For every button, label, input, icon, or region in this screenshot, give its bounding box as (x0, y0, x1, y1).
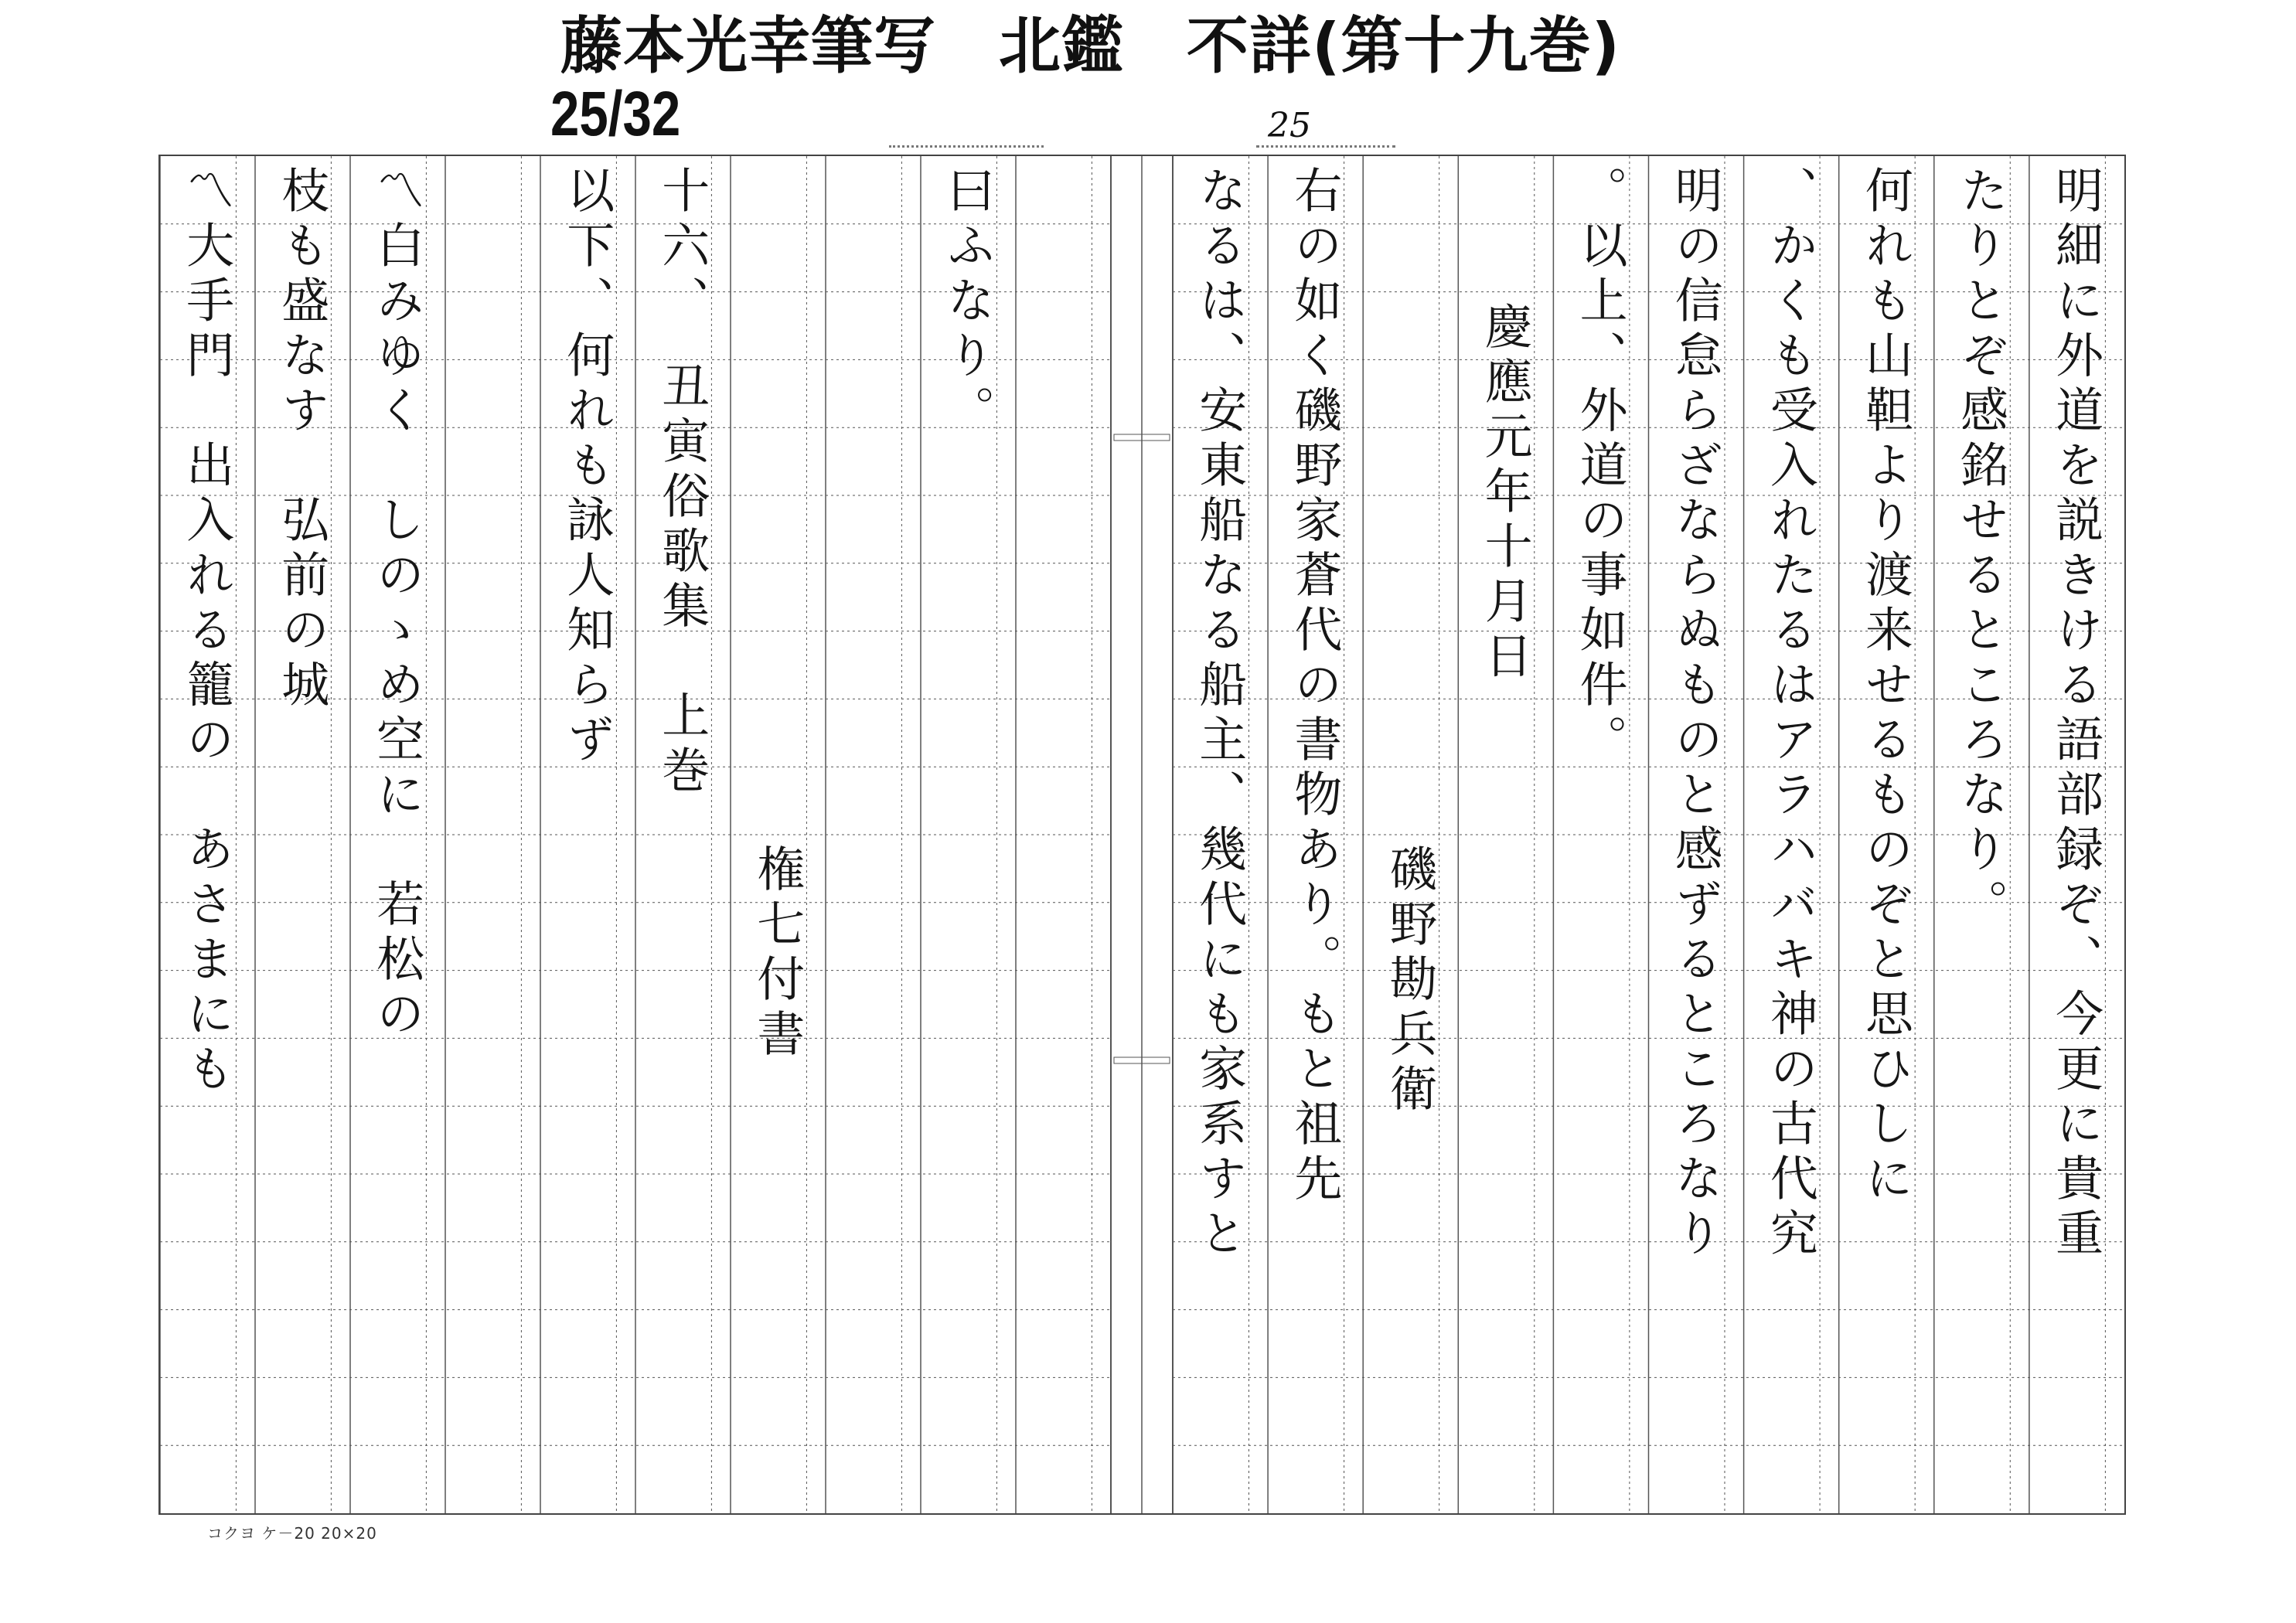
manuscript-column: 、かくも受入れたるはアラハバキ神の古代究 (1762, 165, 1819, 1263)
manuscript-column: 右の如く磯野家蒼代の書物あり。もと祖先 (1286, 165, 1343, 1208)
left-blank-line (889, 145, 1044, 148)
manuscript-column: 磯野勘兵衛 (1381, 844, 1438, 1118)
manuscript-column: 何れも山靼より渡来せるものぞと思ひしに (1857, 165, 1914, 1208)
handwritten-page-number: 25 (1268, 106, 1311, 145)
manuscript-column: 明の信怠らざならぬものと感ずるところなり (1667, 165, 1724, 1263)
manuscript-column: 〽大手門 出入れる籠の あさまにも (178, 165, 235, 1098)
manuscript-column: 権七付書 (748, 844, 806, 1063)
manuscript-column: 慶應元年十月日 (1477, 301, 1534, 686)
manuscript-column: 十六、 丑寅俗歌集 上巻 (653, 165, 710, 800)
manuscript-sheet (158, 155, 2126, 1515)
manuscript-column: 曰ふなり。 (938, 165, 996, 440)
paper-brand-note: コクヨ ケ－20 20×20 (207, 1524, 377, 1543)
manuscript-column: 〽白みゆく しのゝめ空に 若松の (368, 165, 425, 1043)
manuscript-column: 枝も盛なす 弘前の城 (273, 165, 330, 714)
page-counter: 25/32 (550, 79, 681, 149)
manuscript-column: 明細に外道を説きける語部録ぞ、今更に貴重 (2047, 165, 2104, 1263)
manuscript-column: 。以上、外道の事如件。 (1572, 165, 1629, 769)
manuscript-grid (160, 156, 2124, 1513)
manuscript-column: 以下、何れも詠人知らず (558, 165, 615, 769)
document-title: 藤本光幸筆写 北鑑 不詳(第十九巻) (560, 10, 1621, 82)
manuscript-column: なるは、安東船なる船主、幾代にも家系すと (1191, 165, 1248, 1263)
manuscript-column: たりとぞ感銘せるところなり。 (1952, 165, 2009, 934)
right-blank-line (1256, 145, 1395, 148)
